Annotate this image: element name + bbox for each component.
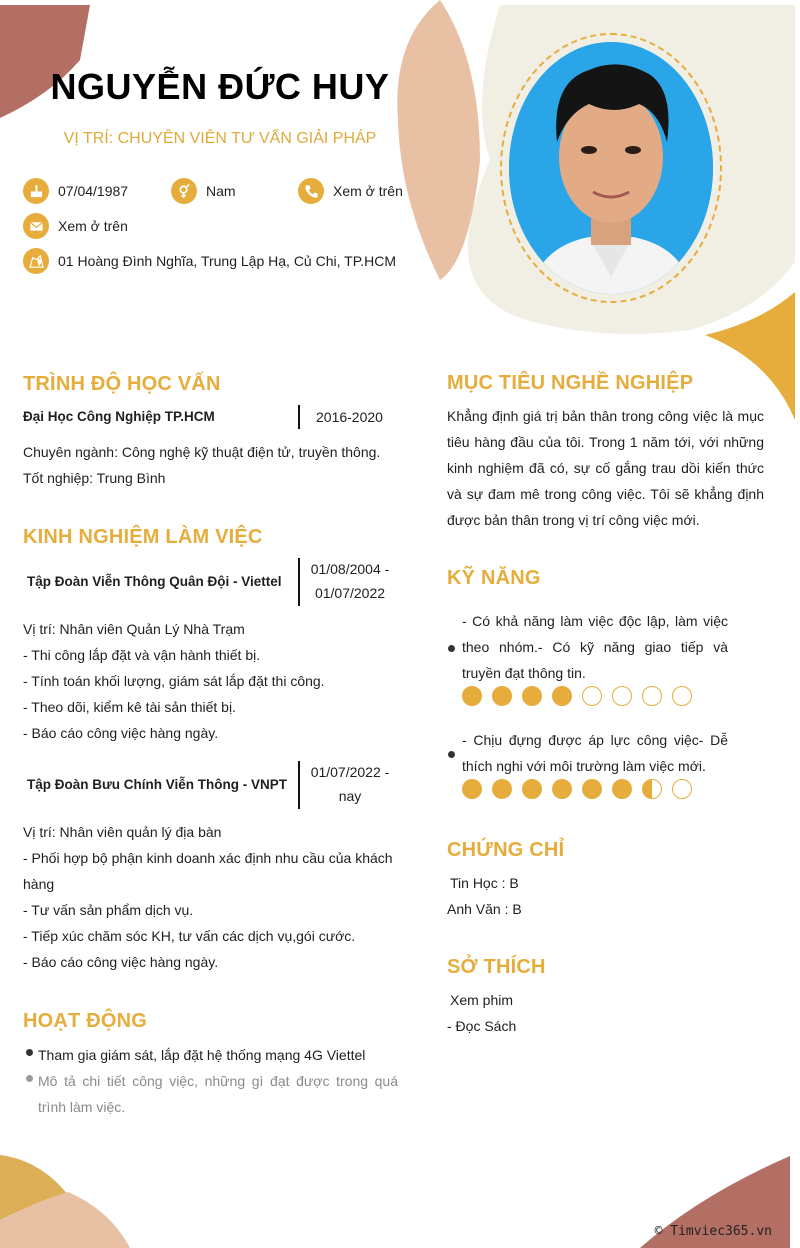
job-1-date-start: 01/08/2004 - [310,561,390,577]
portrait-illustration [509,42,713,294]
job-2-line: - Tư vấn sản phẩm dịch vụ. [23,902,194,918]
job-2-line: - Phối hợp bộ phận kinh doanh xác định nhu cầu của khách [23,850,393,866]
job-1-company: Tập Đoàn Viễn Thông Quân Đội - Viettel [27,574,282,589]
job-1-line: - Tính toán khối lượng, giám sát lắp đặt thi công. [23,673,325,689]
candidate-name: NGUYỄN ĐỨC HUY [50,66,390,107]
contact-address [23,248,396,274]
education-heading: TRÌNH ĐỘ HỌC VẤN [23,373,221,395]
rating-circle [492,779,512,799]
contact-gender [171,178,236,204]
address-text: 01 Hoàng Đình Nghĩa, Trung Lập Hạ, Củ Chi, TP.HCM [58,253,396,269]
certificates-heading: CHỨNG CHỈ [447,839,565,861]
job-position: VỊ TRÍ: CHUYÊN VIÊN TƯ VẤN GIẢI PHÁP [63,130,377,147]
job-2-company: Tập Đoàn Bưu Chính Viễn Thông - VNPT [27,777,288,792]
hobbies-heading: SỞ THÍCH [447,956,546,978]
contact-birthday [23,178,128,204]
phone-icon [298,178,324,204]
job-1-date-end: 01/07/2022 [314,585,386,601]
objective-heading: MỤC TIÊU NGHỀ NGHIỆP [447,372,694,394]
rating-circle [552,779,572,799]
job-2-line: - Tiếp xúc chăm sóc KH, tư vấn các dịch vụ,gói cước. [23,928,356,944]
skill-bullet [448,751,455,758]
rating-circle [522,686,542,706]
birthday-text: 07/04/1987 [58,183,129,199]
skill-rating [462,779,692,799]
rating-circle [642,686,662,706]
profile-photo [509,42,713,294]
hobby-item: - Đọc Sách [447,1018,517,1034]
activity-bullet [26,1075,33,1082]
cake-icon [23,178,49,204]
contact-email [23,213,128,239]
experience-heading: KINH NGHIỆM LÀM VIỆC [23,526,263,548]
job-2-date-end: nay [338,788,362,804]
activity-item: Tham gia giám sát, lắp đặt hệ thống mạng 4G Viettel [38,1047,366,1063]
skill-rating [462,686,692,706]
activity-item: Mô tả chi tiết công việc, những gì đạt được trong quá trình làm việc. [38,1073,398,1115]
skill-text: - Chịu đựng được áp lực công việc- Dễ thích nghi với môi trường làm việc mới. [462,732,728,774]
rating-circle [612,686,632,706]
rating-circle [462,779,482,799]
job-1-line: - Thi công lắp đặt và vận hành thiết bị. [23,647,261,663]
rating-circle [612,779,632,799]
rating-circle [582,686,602,706]
email-text: Xem ở trên [58,218,128,234]
map-pin-icon [23,248,49,274]
job-2-line: Vị trí: Nhân viên quản lý địa bàn [23,824,222,840]
envelope-icon [23,213,49,239]
education-major: Chuyên ngành: Công nghệ kỹ thuật điện tử, truyền thông. [23,444,381,460]
skill-bullet [448,645,455,652]
footer-copyright: © Timviec365.vn [654,1224,772,1239]
job-1-line: - Báo cáo công việc hàng ngày. [23,725,219,741]
job-1-line: - Theo dõi, kiểm kê tài sản thiết bị. [23,699,236,715]
rating-circle [672,779,692,799]
certificate-item: Anh Văn : B [447,901,522,917]
rating-circle [462,686,482,706]
activities-heading: HOẠT ĐỘNG [23,1010,148,1032]
rating-circle [642,779,662,799]
gender-icon [171,178,197,204]
certificate-item: Tin Học : B [450,875,519,891]
hobby-item: Xem phim [450,992,514,1008]
gender-text: Nam [206,183,236,199]
job-2-line: hàng [23,876,55,892]
skill-text: - Có khả năng làm việc độc lập, làm việc theo nhóm.- Có kỹ năng giao tiếp và truyền đạt thông tin. [462,613,728,681]
education-school: Đại Học Công Nghiệp TP.HCM [23,409,215,424]
contact-phone [298,178,403,204]
skills-heading: KỸ NĂNG [447,567,541,589]
objective-text: Khẳng định giá trị bản thân trong công việc là mục tiêu hàng đầu của tôi. Trong 1 năm tới, với những kinh nghiệm đã có, sự cố gắng trau dồi kiến thức và sự đam mê trong công việc. Tôi sẽ khẳng định được bản thân trong vị trí công việc mới. [447,408,764,528]
education-grade: Tốt nghiệp: Trung Bình [23,470,166,486]
rating-circle [492,686,512,706]
job-1-line: Vị trí: Nhân viên Quản Lý Nhà Trạm [23,621,245,637]
job-2-date-start: 01/07/2022 - [310,764,390,780]
education-years: 2016-2020 [316,409,383,425]
rating-circle [552,686,572,706]
rating-circle [582,779,602,799]
education-divider [298,405,300,429]
rating-circle [522,779,542,799]
job-2-line: - Báo cáo công việc hàng ngày. [23,954,219,970]
phone-text: Xem ở trên [333,183,403,199]
activity-bullet [26,1049,33,1056]
rating-circle [672,686,692,706]
